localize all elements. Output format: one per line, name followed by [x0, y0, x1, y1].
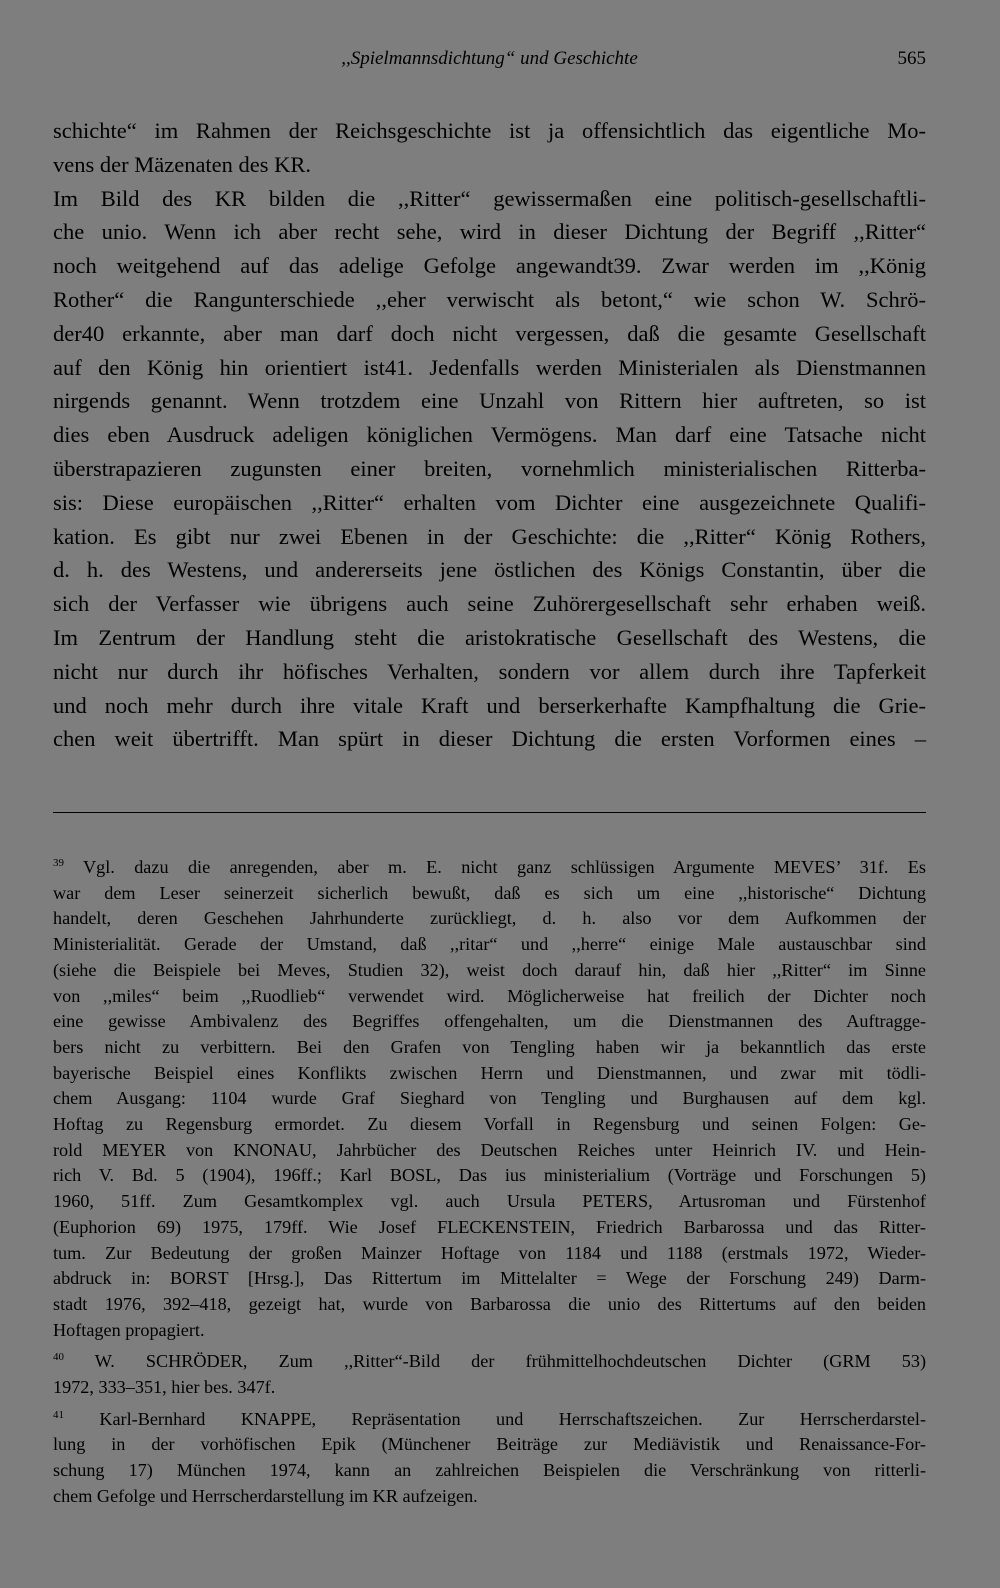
body-line: der40 erkannte, aber man darf doch nicht vergessen, daß die gesamte Gesellschaft — [53, 320, 926, 346]
body-line: Rother“ die Rangunterschiede ,,eher verwischt als betont,“ wie schon W. Schrö- — [53, 286, 926, 312]
footnote-line: chem Gefolge und Herrscherdarstellung im KR aufzeigen. — [53, 1485, 478, 1506]
footnote-marker: 39 — [53, 856, 64, 869]
footnote-line: 1972, 333–351, hier bes. 347f. — [53, 1377, 276, 1398]
footnote-line: Hoftagen propagiert. — [53, 1319, 205, 1340]
footnote-line: eine gewisse Ambivalenz des Begriffes offengehalten, um die Dienstmannen des Auftragge- — [53, 1011, 926, 1032]
body-line: überstrapazieren zugunsten einer breiten, vornehmlich ministerialischen Ritterba- — [53, 455, 926, 481]
footnote-line: Ministerialität. Gerade der Umstand, daß ,,ritar“ und ,,herre“ einige Male austauschbar sind — [53, 934, 926, 955]
footnote-line: (siehe die Beispiele bei Meves, Studien 32), weist doch darauf hin, daß hier ,,Ritter“ im Sinne — [53, 959, 926, 980]
running-title: ,,Spielmannsdichtung“ und Geschichte — [341, 48, 638, 69]
body-line: Im Zentrum der Handlung steht die aristokratische Gesellschaft des Westens, die — [53, 624, 926, 650]
footnote-text: W. SCHRÖDER, Zum ,,Ritter“-Bild der frühmittelhochdeutschen Dichter (GRM 53) — [94, 1351, 926, 1372]
body-line: nirgends genannt. Wenn trotzdem eine Unzahl von Rittern hier auftreten, so ist — [53, 388, 926, 414]
body-line: d. h. des Westens, und andererseits jene östlichen des Königs Constantin, über die — [53, 557, 926, 583]
body-line: sich der Verfasser wie übrigens auch seine Zuhörergesellschaft sehr erhaben weiß. — [53, 591, 926, 617]
footnote-rule — [53, 812, 926, 813]
footnote-text: Karl-Bernhard KNAPPE, Repräsentation und Herrschaftszeichen. Zur Herrscherdarstel- — [99, 1408, 926, 1429]
footnote-line: 1960, 51ff. Zum Gesamtkomplex vgl. auch Ursula PETERS, Artusroman und Fürstenhof — [53, 1191, 926, 1212]
footnote-line: Hoftag zu Regensburg ermordet. Zu diesem Vorfall in Regensburg und seinen Folgen: Ge- — [53, 1114, 926, 1135]
body-line: dies eben Ausdruck adeligen königlichen Vermögens. Man darf eine Tatsache nicht — [53, 422, 926, 448]
footnote-line — [53, 1349, 926, 1375]
body-line: kation. Es gibt nur zwei Ebenen in der Geschichte: die ,,Ritter“ König Rothers, — [53, 523, 926, 549]
footnote-39 — [53, 855, 926, 1343]
footnote-line: lung in der vorhöfischen Epik (Münchener Beiträge zur Mediävistik und Renaissance-For- — [53, 1434, 926, 1455]
footnote-line: stadt 1976, 392–418, gezeigt hat, wurde von Barbarossa die unio des Rittertums auf den beiden — [53, 1293, 926, 1314]
footnote-line — [53, 855, 926, 881]
footnote-line: war dem Leser seinerzeit sicherlich bewußt, daß es sich um eine ,,historische“ Dichtung — [53, 882, 926, 903]
body-line: sis: Diese europäischen ,,Ritter“ erhalten vom Dichter eine ausgezeichnete Qualifi- — [53, 489, 926, 515]
body-line: vens der Mäzenaten des KR. — [53, 151, 312, 177]
page-number: 565 — [897, 48, 926, 69]
footnotes — [53, 855, 926, 1510]
body-line: auf den König hin orientiert ist41. Jedenfalls werden Ministerialen als Dienstmannen — [53, 354, 926, 380]
footnote-40 — [53, 1349, 926, 1400]
footnote-line — [53, 1407, 926, 1433]
body-line: und noch mehr durch ihre vitale Kraft und berserkerhafte Kampfhaltung die Grie- — [53, 692, 926, 718]
footnote-line: tum. Zur Bedeutung der großen Mainzer Hoftage von 1184 und 1188 (erstmals 1972, Wieder- — [53, 1242, 926, 1263]
footnote-line: (Euphorion 69) 1975, 179ff. Wie Josef FLECKENSTEIN, Friedrich Barbarossa und das Ritter- — [53, 1216, 926, 1237]
footnote-line: rold MEYER von KNONAU, Jahrbücher des Deutschen Reiches unter Heinrich IV. und Hein- — [53, 1139, 926, 1160]
body-line: schichte“ im Rahmen der Reichsgeschichte ist ja offensichtlich das eigentliche Mo- — [53, 118, 926, 143]
body-line: noch weitgehend auf das adelige Gefolge angewandt39. Zwar werden im ,,König — [53, 253, 926, 279]
footnote-marker: 40 — [53, 1351, 64, 1364]
footnote-line: von ,,miles“ beim ,,Ruodlieb“ verwendet wird. Möglicherweise hat freilich der Dichter noch — [53, 985, 926, 1006]
running-head — [53, 48, 926, 78]
footnote-line: rich V. Bd. 5 (1904), 196ff.; Karl BOSL, Das ius ministerialium (Vorträge und Forschungen 5) — [53, 1165, 926, 1186]
footnote-41 — [53, 1407, 926, 1510]
footnote-marker: 41 — [53, 1408, 64, 1421]
body-line: Im Bild des KR bilden die ,,Ritter“ gewissermaßen eine politisch-gesellschaftli- — [53, 185, 926, 211]
body-line: chen weit übertrifft. Man spürt in dieser Dichtung die ersten Vorformen eines – — [53, 726, 926, 752]
footnote-line: handelt, deren Geschehen Jahrhunderte zurückliegt, d. h. also vor dem Aufkommen der — [53, 908, 926, 929]
footnote-line: abdruck in: BORST [Hrsg.], Das Rittertum im Mittelalter = Wege der Forschung 249) Darm- — [53, 1268, 926, 1289]
footnote-text: Vgl. dazu die anregenden, aber m. E. nicht ganz schlüssigen Argumente MEVES’ 31f. Es — [82, 857, 926, 877]
footnote-line: bers nicht zu verbittern. Bei den Grafen von Tengling haben wir ja bekanntlich das erste — [53, 1036, 926, 1057]
footnote-line: bayerische Beispiel eines Konflikts zwischen Herrn und Dienstmannen, und zwar mit tödli- — [53, 1062, 926, 1083]
body-line: che unio. Wenn ich aber recht sehe, wird in dieser Dichtung der Begriff ,,Ritter“ — [53, 219, 926, 245]
body-text — [53, 114, 926, 756]
footnote-line: chem Ausgang: 1104 wurde Graf Sieghard von Tengling und Burghausen auf dem kgl. — [53, 1088, 926, 1109]
body-line: nicht nur durch ihr höfisches Verhalten, sondern vor allem durch ihre Tapferkeit — [53, 658, 926, 684]
footnote-line: schung 17) München 1974, kann an zahlreichen Beispielen die Verschränkung von ritterli- — [53, 1460, 926, 1481]
